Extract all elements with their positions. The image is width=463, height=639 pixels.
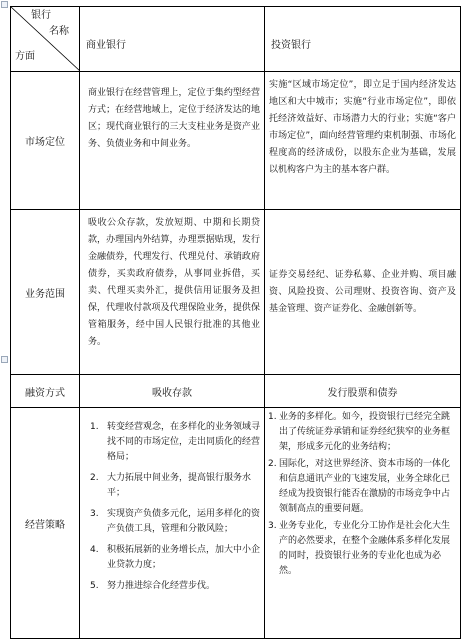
list-text: 实现资产负债多元化，运用多样化的资产负债工具，管理和分散风险； [107,509,261,534]
row-label-business-strategy: 经营策略 [11,408,80,639]
header-investment-bank: 投资银行 [265,7,461,72]
commercial-strategy-item [80,420,260,465]
list-number: 1. [268,412,277,422]
list-text: 国际化，对这世界经济、资本市场的一体化和信息通讯产业的飞速发展，业务全球化已经成为投资银行能否在激励的市场竞争中占领制高点的重要问题。 [279,459,451,514]
commercial-business-scope: 吸收公众存款，发放短期、中期和长期贷款，办理国内外结算，办理票据贴现，发行金融债券，代理发行、代理兑付、承销政府债券，买卖政府债券，从事同业拆借，买卖、代理买卖外汇，提供信用证服务及担保，代理收付款项及代理保险业务，提供保管箱服务，经中国人民银行批准的其他业务。 [80,210,265,375]
table-row-marker-icon [1,356,8,363]
diagonal-header-cell [11,7,80,72]
list-number: 3. [90,509,99,519]
corner-label-bank: 银行 [31,10,51,21]
list-number: 3. [268,521,277,531]
investment-strategy-item [265,410,456,455]
header-commercial-bank: 商业银行 [80,7,265,72]
list-number: 2. [268,459,277,469]
corner-label-name: 名称 [49,26,69,37]
investment-financing-method: 发行股票和债券 [265,375,461,408]
investment-market-positioning: 实施“区域市场定位”，即立足于国内经济发达地区和大中城市；实施“行业市场定位”，即依托经济效益好、市场潜力大的行业；实施“客户市场定位”，面向经营管理约束机制强、市场化程度高的经济成份，以股东企业为基础，发展以机构客户为主的基本客户群。 [265,72,461,210]
list-number: 2. [90,473,99,483]
table-row [11,210,461,375]
investment-business-scope: 证券交易经纪、证券私募、企业并购、项目融资、风险投资、公司理财、投资咨询、资产及基金管理、资产证券化、金融创新等。 [265,210,461,375]
list-text: 努力推进综合化经营步伐。 [107,581,216,591]
row-label-business-scope: 业务范围 [11,210,80,375]
investment-strategy-item [265,519,456,579]
row-label-financing-method: 融资方式 [11,375,80,408]
corner-label-aspect: 方面 [15,51,35,62]
table-header-row [11,7,461,72]
comparison-table [10,6,461,639]
list-text: 积极拓展新的业务增长点，加大中小企业贷款力度； [107,545,261,570]
row-label-market-positioning: 市场定位 [11,72,80,210]
list-number: 4. [90,545,99,555]
list-text: 业务的多样化。如今，投资银行已经完全跳出了传统证券承销和证券经纪狭窄的业务框架，形成多元化的业务结构； [279,412,451,452]
commercial-market-positioning: 商业银行在经营管理上，定位于集约型经营方式；在经营地域上，定位于经济发达的地区；现代商业银行的三大支柱业务是资产业务、负债业务和中间业务。 [80,72,265,210]
commercial-strategy-item [80,543,260,573]
list-text: 业务专业化，专业化分工协作是社会化大生产的必然要求，在整个金融体系多样化发展的同时，投资银行业务的专业化也成为必然。 [279,521,451,576]
investment-strategy-item [265,457,456,517]
commercial-strategy-item [80,471,260,501]
list-number: 5. [90,581,99,591]
table-row [11,375,461,408]
list-text: 大力拓展中间业务，提高银行服务水平； [107,473,252,498]
table-move-handle-icon[interactable] [1,1,8,8]
list-number: 1. [90,422,99,432]
commercial-strategy-item [80,579,260,594]
commercial-financing-method: 吸收存款 [80,375,265,408]
list-text: 转变经营观念，在多样化的业务领域寻找不同的市场定位，走出同质化的经营格局； [107,422,261,462]
table-row [11,72,461,210]
commercial-strategy-item [80,507,260,537]
